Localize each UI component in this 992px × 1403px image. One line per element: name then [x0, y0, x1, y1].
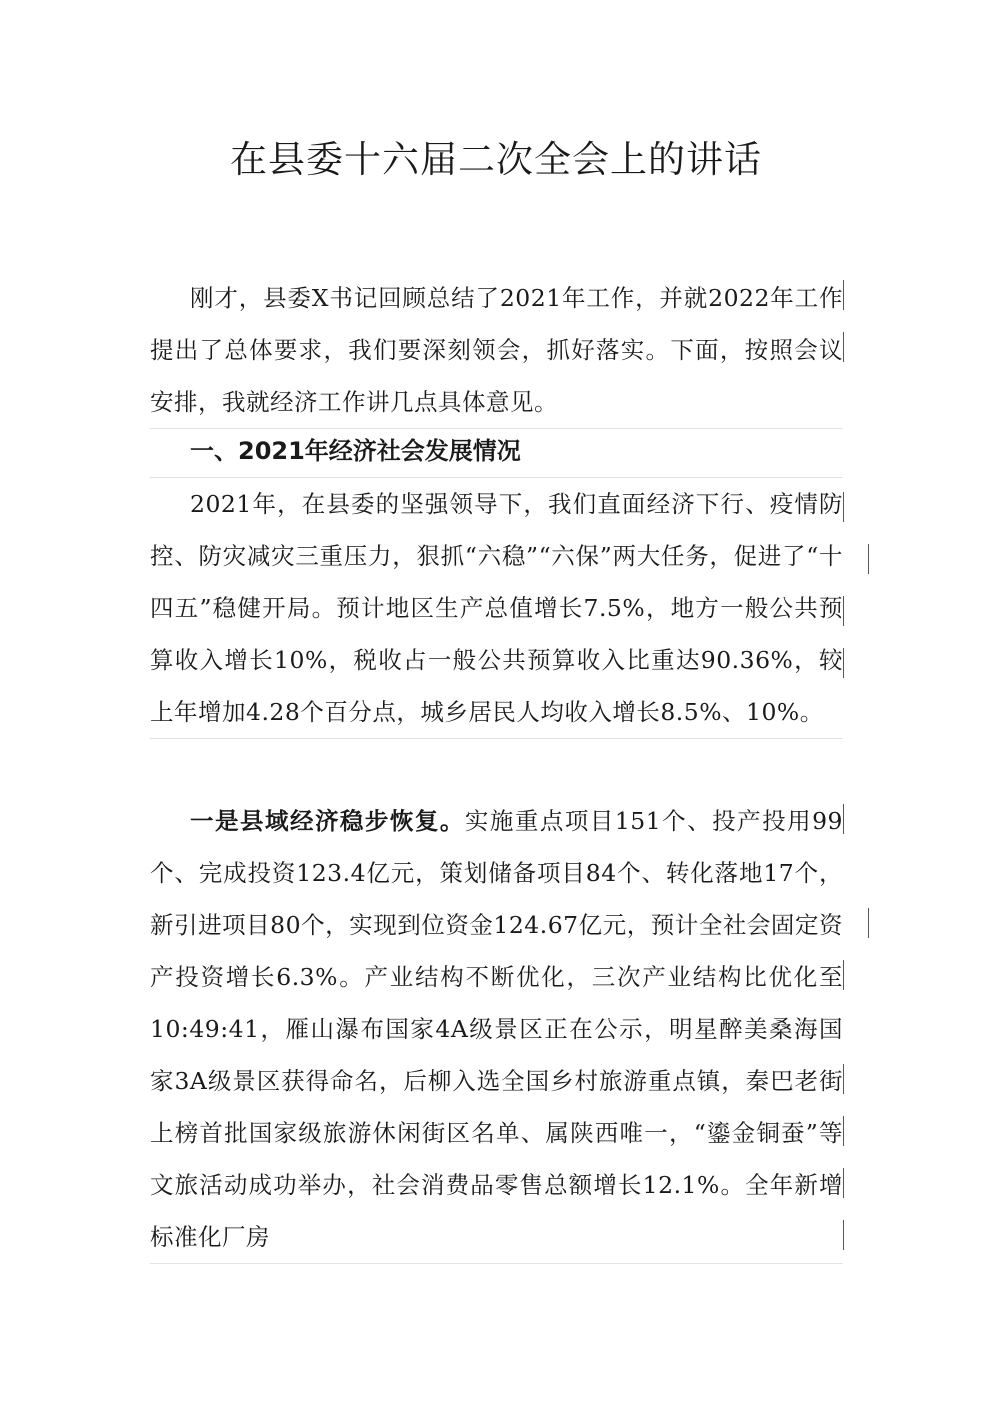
margin-mark [843, 1220, 844, 1250]
divider [150, 1263, 843, 1264]
margin-mark [843, 1064, 844, 1094]
section-paragraph-block [150, 478, 843, 739]
margin-mark [843, 1168, 844, 1198]
margin-mark [843, 1116, 844, 1146]
point-block [150, 795, 843, 1264]
point-lead: 一是县域经济稳步恢复。 [190, 807, 465, 835]
margin-mark [868, 908, 869, 938]
margin-mark [843, 804, 844, 834]
margin-mark [843, 648, 844, 678]
document-title: 在县委十六届二次全会上的讲话 [230, 138, 762, 181]
section-heading: 一、2021年经济社会发展情况 [190, 437, 521, 465]
margin-mark [843, 280, 844, 310]
point-body: 实施重点项目151个、投产投用99个、完成投资123.4亿元，策划储备项目84个、转化落地17个，新引进项目80个，实现到位资金124.67亿元，预计全社会固定资产投资增长6.3%。产业结构不断优化，三次产业结构比优化至10:49:41，雁山瀑布国家4A级景区正在公示，明星醉美桑海国家3A级景区获得命名，后柳入选全国乡村旅游重点镇，秦巴老街上榜首批国家级旅游休闲街区名单、属陕西唯一，“鎏金铜蚕”等文旅活动成功举办，社会消费品零售总额增长12.1%。全年新增标准化厂房 [150, 807, 844, 1251]
intro-block [150, 272, 843, 429]
margin-mark [843, 492, 844, 522]
point-paragraph [150, 795, 843, 1263]
margin-mark [843, 332, 844, 362]
intro-paragraph: 刚才，县委X书记回顾总结了2021年工作，并就2022年工作提出了总体要求，我们要深刻领会，抓好落实。下面，按照会议安排，我就经济工作讲几点具体意见。 [150, 284, 843, 416]
margin-mark [843, 960, 844, 990]
margin-mark [868, 544, 869, 574]
divider [150, 738, 843, 739]
section-heading-block [150, 425, 843, 478]
section-paragraph: 2021年，在县委的坚强领导下，我们直面经济下行、疫情防控、防灾减灾三重压力，狠抓“六稳”“六保”两大任务，促进了“十四五”稳健开局。预计地区生产总值增长7.5%，地方一般公共预算收入增长10%，税收占一般公共预算收入比重达90.36%，较上年增加4.28个百分点，城乡居民人均收入增长8.5%、10%。 [150, 490, 843, 726]
margin-mark [843, 596, 844, 626]
